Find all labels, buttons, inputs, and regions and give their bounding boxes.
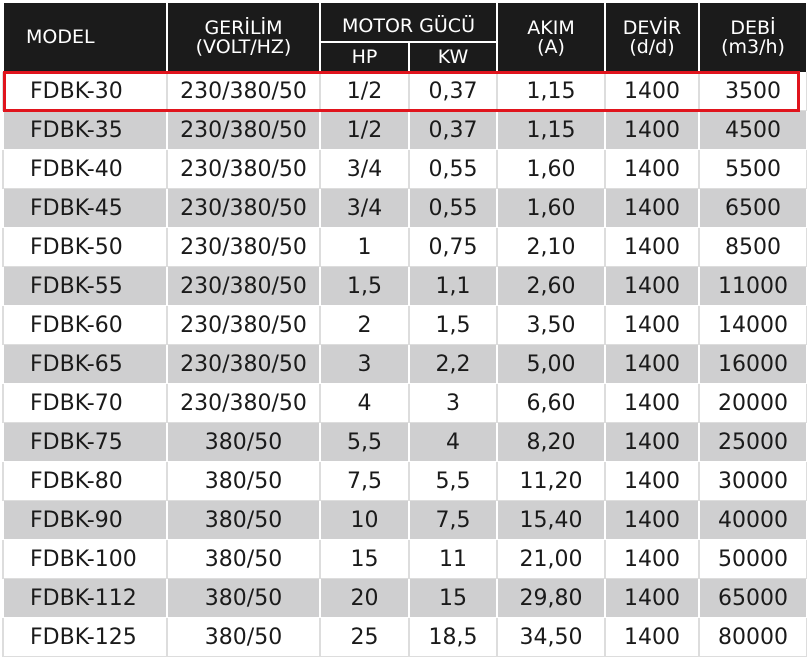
table-header xyxy=(3,3,807,72)
cell-model: FDBK-50 xyxy=(3,228,167,267)
cell-voltage: 380/50 xyxy=(167,501,320,540)
cell-rpm: 1400 xyxy=(605,111,699,150)
cell-rpm: 1400 xyxy=(605,384,699,423)
header-akim-unit: (A) xyxy=(537,35,565,58)
header-devir-title: DEVİR xyxy=(622,16,682,39)
cell-voltage: 230/380/50 xyxy=(167,189,320,228)
cell-airflow: 16000 xyxy=(699,345,807,384)
cell-current: 15,40 xyxy=(497,501,605,540)
cell-hp: 20 xyxy=(320,579,409,618)
cell-airflow: 25000 xyxy=(699,423,807,462)
table-row xyxy=(3,72,807,111)
cell-hp: 15 xyxy=(320,540,409,579)
cell-kw: 5,5 xyxy=(409,462,497,501)
fan-spec-table xyxy=(2,3,807,657)
cell-airflow: 40000 xyxy=(699,501,807,540)
cell-model: FDBK-35 xyxy=(3,111,167,150)
table-row xyxy=(3,306,807,345)
header-hp: HP xyxy=(320,42,409,72)
cell-voltage: 230/380/50 xyxy=(167,384,320,423)
table-row xyxy=(3,111,807,150)
cell-rpm: 1400 xyxy=(605,501,699,540)
cell-current: 1,60 xyxy=(497,150,605,189)
table-row xyxy=(3,267,807,306)
header-gerilim xyxy=(167,3,320,72)
cell-model: FDBK-60 xyxy=(3,306,167,345)
cell-airflow: 6500 xyxy=(699,189,807,228)
cell-current: 5,00 xyxy=(497,345,605,384)
cell-hp: 1/2 xyxy=(320,111,409,150)
cell-rpm: 1400 xyxy=(605,540,699,579)
cell-voltage: 230/380/50 xyxy=(167,150,320,189)
cell-model: FDBK-30 xyxy=(3,72,167,111)
cell-rpm: 1400 xyxy=(605,189,699,228)
cell-model: FDBK-65 xyxy=(3,345,167,384)
cell-voltage: 380/50 xyxy=(167,540,320,579)
cell-kw: 1,5 xyxy=(409,306,497,345)
cell-kw: 3 xyxy=(409,384,497,423)
cell-hp: 3 xyxy=(320,345,409,384)
cell-kw: 18,5 xyxy=(409,618,497,657)
cell-hp: 4 xyxy=(320,384,409,423)
cell-model: FDBK-40 xyxy=(3,150,167,189)
cell-kw: 2,2 xyxy=(409,345,497,384)
cell-rpm: 1400 xyxy=(605,72,699,111)
cell-current: 29,80 xyxy=(497,579,605,618)
cell-voltage: 380/50 xyxy=(167,618,320,657)
cell-voltage: 230/380/50 xyxy=(167,228,320,267)
cell-rpm: 1400 xyxy=(605,267,699,306)
cell-airflow: 3500 xyxy=(699,72,807,111)
header-devir-unit: (d/d) xyxy=(629,35,675,58)
cell-current: 1,15 xyxy=(497,72,605,111)
table-row xyxy=(3,189,807,228)
header-kw: KW xyxy=(409,42,497,72)
cell-model: FDBK-112 xyxy=(3,579,167,618)
cell-hp: 3/4 xyxy=(320,189,409,228)
cell-model: FDBK-55 xyxy=(3,267,167,306)
header-akim xyxy=(497,3,605,72)
cell-rpm: 1400 xyxy=(605,228,699,267)
cell-hp: 1/2 xyxy=(320,72,409,111)
cell-voltage: 230/380/50 xyxy=(167,72,320,111)
cell-airflow: 8500 xyxy=(699,228,807,267)
header-gerilim-title: GERİLİM xyxy=(204,16,283,39)
header-debi-unit: (m3/h) xyxy=(721,35,785,58)
table-row xyxy=(3,540,807,579)
cell-voltage: 380/50 xyxy=(167,579,320,618)
cell-model: FDBK-80 xyxy=(3,462,167,501)
cell-hp: 25 xyxy=(320,618,409,657)
cell-hp: 5,5 xyxy=(320,423,409,462)
cell-kw: 0,37 xyxy=(409,111,497,150)
cell-rpm: 1400 xyxy=(605,579,699,618)
cell-kw: 0,55 xyxy=(409,150,497,189)
table-row xyxy=(3,423,807,462)
cell-voltage: 230/380/50 xyxy=(167,345,320,384)
cell-rpm: 1400 xyxy=(605,462,699,501)
cell-airflow: 20000 xyxy=(699,384,807,423)
table-row xyxy=(3,501,807,540)
cell-rpm: 1400 xyxy=(605,618,699,657)
cell-hp: 2 xyxy=(320,306,409,345)
cell-current: 1,60 xyxy=(497,189,605,228)
cell-kw: 4 xyxy=(409,423,497,462)
cell-hp: 1 xyxy=(320,228,409,267)
cell-current: 6,60 xyxy=(497,384,605,423)
cell-hp: 7,5 xyxy=(320,462,409,501)
header-motor-gucu: MOTOR GÜCÜ xyxy=(320,3,497,42)
table-body xyxy=(3,72,807,657)
cell-model: FDBK-45 xyxy=(3,189,167,228)
cell-rpm: 1400 xyxy=(605,345,699,384)
cell-airflow: 50000 xyxy=(699,540,807,579)
header-akim-title: AKIM xyxy=(527,16,575,39)
table-row xyxy=(3,345,807,384)
cell-kw: 0,55 xyxy=(409,189,497,228)
cell-voltage: 380/50 xyxy=(167,462,320,501)
cell-kw: 11 xyxy=(409,540,497,579)
cell-model: FDBK-75 xyxy=(3,423,167,462)
header-debi xyxy=(699,3,807,72)
cell-current: 1,15 xyxy=(497,111,605,150)
cell-model: FDBK-70 xyxy=(3,384,167,423)
table-row xyxy=(3,150,807,189)
cell-airflow: 80000 xyxy=(699,618,807,657)
cell-airflow: 14000 xyxy=(699,306,807,345)
cell-hp: 3/4 xyxy=(320,150,409,189)
table-row xyxy=(3,462,807,501)
cell-model: FDBK-100 xyxy=(3,540,167,579)
cell-voltage: 230/380/50 xyxy=(167,111,320,150)
header-gerilim-unit: (VOLT/HZ) xyxy=(195,35,292,58)
cell-model: FDBK-125 xyxy=(3,618,167,657)
cell-voltage: 230/380/50 xyxy=(167,267,320,306)
cell-current: 2,60 xyxy=(497,267,605,306)
cell-airflow: 4500 xyxy=(699,111,807,150)
cell-airflow: 65000 xyxy=(699,579,807,618)
header-devir xyxy=(605,3,699,72)
cell-kw: 1,1 xyxy=(409,267,497,306)
header-model: MODEL xyxy=(3,3,167,72)
cell-rpm: 1400 xyxy=(605,423,699,462)
table-row xyxy=(3,579,807,618)
cell-airflow: 5500 xyxy=(699,150,807,189)
cell-current: 21,00 xyxy=(497,540,605,579)
cell-hp: 10 xyxy=(320,501,409,540)
cell-kw: 0,75 xyxy=(409,228,497,267)
cell-airflow: 11000 xyxy=(699,267,807,306)
cell-kw: 15 xyxy=(409,579,497,618)
cell-model: FDBK-90 xyxy=(3,501,167,540)
cell-airflow: 30000 xyxy=(699,462,807,501)
cell-rpm: 1400 xyxy=(605,306,699,345)
cell-kw: 7,5 xyxy=(409,501,497,540)
cell-current: 3,50 xyxy=(497,306,605,345)
header-debi-title: DEBİ xyxy=(730,16,776,39)
cell-current: 11,20 xyxy=(497,462,605,501)
table-row xyxy=(3,618,807,657)
cell-rpm: 1400 xyxy=(605,150,699,189)
cell-voltage: 380/50 xyxy=(167,423,320,462)
cell-hp: 1,5 xyxy=(320,267,409,306)
table-row xyxy=(3,384,807,423)
table-row xyxy=(3,228,807,267)
cell-current: 2,10 xyxy=(497,228,605,267)
cell-current: 8,20 xyxy=(497,423,605,462)
cell-current: 34,50 xyxy=(497,618,605,657)
cell-voltage: 230/380/50 xyxy=(167,306,320,345)
cell-kw: 0,37 xyxy=(409,72,497,111)
